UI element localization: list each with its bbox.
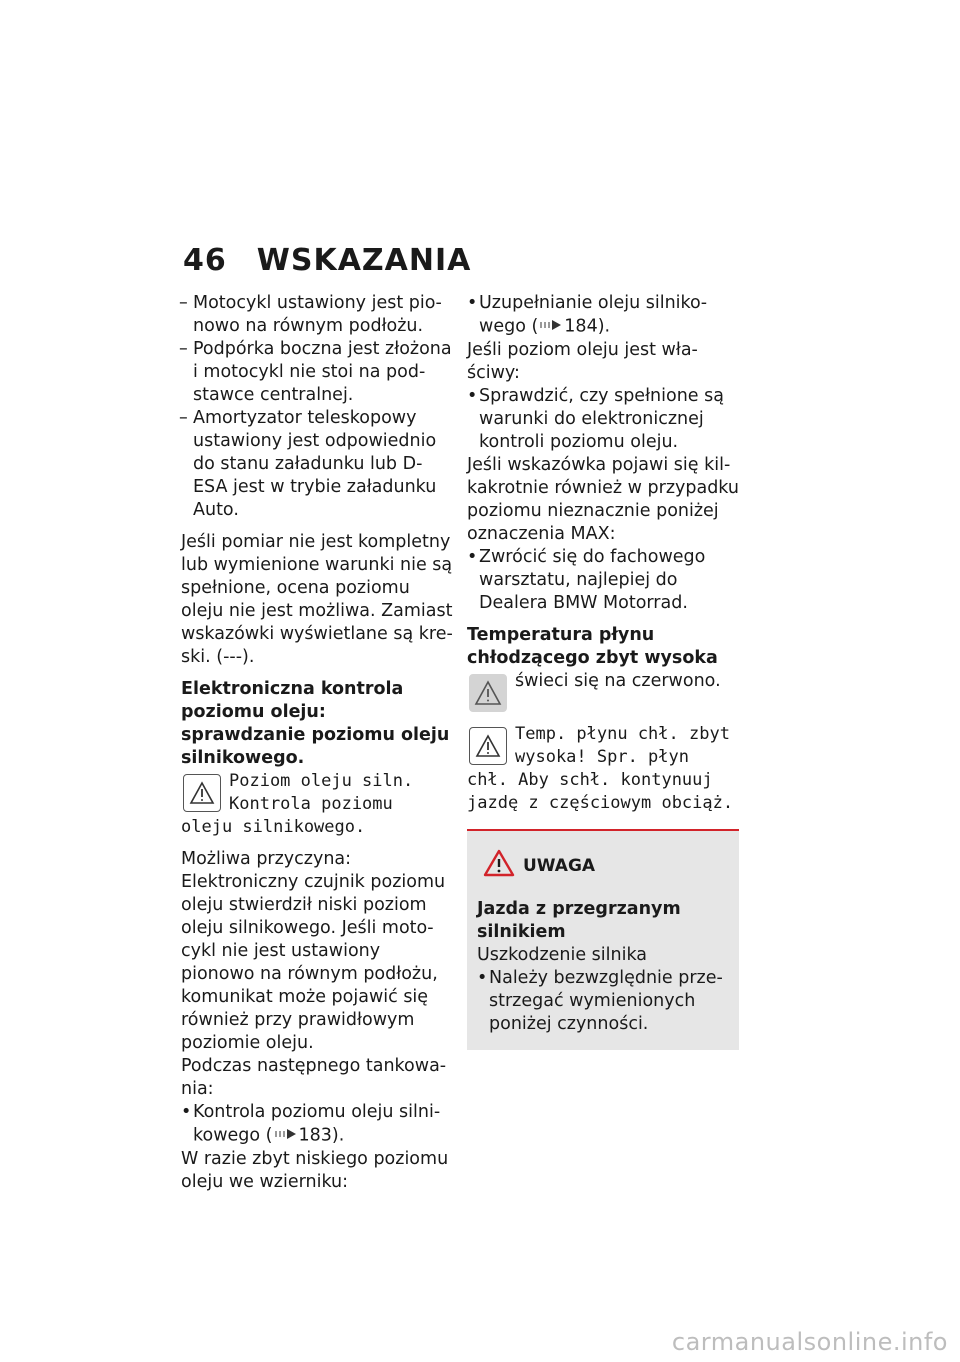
list-item: • Zwrócić się do fachowego warsztatu, najlepiej do Dealera BMW Motorrad. xyxy=(467,546,706,613)
cause-label: Możliwa przyczyna: xyxy=(181,849,352,869)
watermark: carmanualsonline.info xyxy=(671,1328,948,1356)
warning-triangle-icon xyxy=(469,674,507,712)
right-column xyxy=(467,292,739,1050)
page-title: WSKAZANIA xyxy=(256,243,472,278)
display-message: Temp. płynu chł. zbyt wysoka! Spr. płyn chł. Aby schł. kontynuuj jazdę z częściowym obciąż. xyxy=(467,723,734,813)
paragraph: Jeśli pomiar nie jest kompletny lub wymienione warunki nie są spełnione, ocena poziomu oleju nie jest możliwa. Zamiast wskazówki wyświetlane są kreski. (---). xyxy=(181,532,453,667)
paragraph: Podczas następnego tankowania: xyxy=(181,1056,447,1099)
list-item: • Kontrola poziomu oleju silnikowego ( 183). xyxy=(181,1102,441,1146)
notice-title: UWAGA xyxy=(477,849,727,884)
page-reference[interactable]: 183 xyxy=(298,1125,332,1146)
notice-text: Uszkodzenie silnika xyxy=(477,944,648,965)
warning-triangle-icon xyxy=(469,727,507,765)
list-item: – Amortyzator teleskopowy ustawiony jest odpowiednio do stanu załadunku lub D-ESA jest w trybie załadunku Auto. xyxy=(179,408,437,520)
page-number: 46 xyxy=(183,243,227,278)
caution-triangle-icon xyxy=(483,849,515,884)
paragraph: W razie zbyt niskiego poziomu oleju we wzierniku: xyxy=(181,1148,449,1192)
page-header xyxy=(183,243,471,278)
page-reference-arrow-icon xyxy=(275,1124,297,1147)
section-heading: Elektroniczna kontrola poziomu oleju: sprawdzanie poziomu oleju silnikowego. xyxy=(181,679,450,768)
page-reference[interactable]: 184 xyxy=(564,316,598,337)
warning-triangle-icon xyxy=(183,774,221,812)
caution-notice xyxy=(467,829,739,1050)
list-item: – Motocykl ustawiony jest pionowo na równym podłożu. xyxy=(179,293,442,336)
left-column xyxy=(181,292,453,1194)
list-item: • Należy bezwzględnie przestrzegać wymienionych poniżej czynności. xyxy=(477,967,723,1034)
cause-text: Elektroniczny czujnik poziomu oleju stwierdził niski poziom oleju silnikowego. Jeśli motocykl nie jest ustawiony pionowo na równym podłożu, komunikat może pojawić się również przy prawidłowym poziomie oleju. xyxy=(181,872,446,1053)
paragraph: Jeśli wskazówka pojawi się kilkakrotnie również w przypadku poziomu nieznacznie poniżej oznaczenia MAX: xyxy=(467,454,739,544)
list-item: – Podpórka boczna jest złożona i motocykl nie stoi na podstawce centralnej. xyxy=(179,339,452,405)
list-item: • Uzupełnianie oleju silnikowego ( 184). xyxy=(467,293,708,337)
list-item: • Sprawdzić, czy spełnione są warunki do elektronicznej kontroli poziomu oleju. xyxy=(467,385,724,452)
notice-heading: Jazda z przegrzanym silnikiem xyxy=(477,898,681,942)
display-message: Poziom oleju siln. Kontrola poziomu oleju silnikowego. xyxy=(181,771,414,837)
page-reference-arrow-icon xyxy=(540,315,562,338)
indicator-light: świeci się na czerwono. xyxy=(467,670,739,714)
paragraph: Jeśli poziom oleju jest właściwy: xyxy=(467,339,698,383)
section-heading: Temperatura płynu chłodzącego zbyt wysoka xyxy=(467,624,718,668)
